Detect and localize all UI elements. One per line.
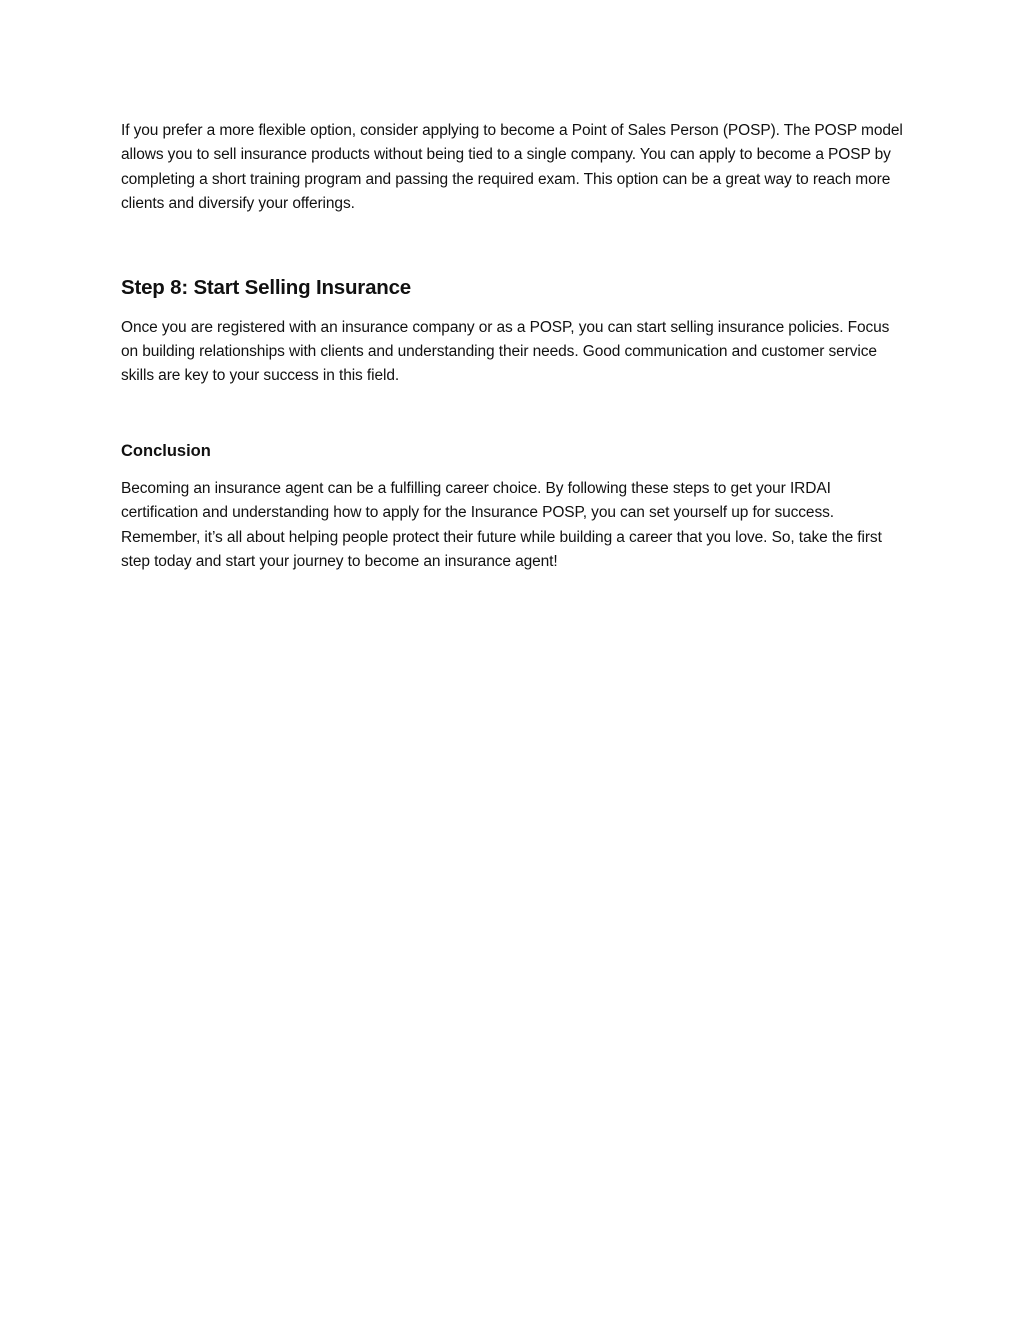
step-8-heading: Step 8: Start Selling Insurance — [121, 275, 411, 299]
document-body — [121, 119, 906, 574]
conclusion-heading: Conclusion — [121, 441, 211, 460]
step-8-paragraph: Once you are registered with an insurance company or as a POSP, you can start selling insurance policies. Focus on building relationships with clients and understanding their needs. Good communication and customer service skills are key to your success in this field. — [121, 318, 890, 385]
conclusion-paragraph: Becoming an insurance agent can be a fulfilling career choice. By following these steps to get your IRDAI certification and understanding how to apply for the Insurance POSP, you can set yourself up for success. Remember, it’s all about helping people protect their future while building a career that you love. So, take the first step today and start your journey to become an insurance agent! — [121, 479, 882, 571]
posp-option-paragraph: If you prefer a more flexible option, consider applying to become a Point of Sales Person (POSP). The POSP model allows you to sell insurance products without being tied to a single company. You can apply to become a POSP by completing a short training program and passing the required exam. This option can be a great way to reach more clients and diversify your offerings. — [121, 122, 903, 213]
